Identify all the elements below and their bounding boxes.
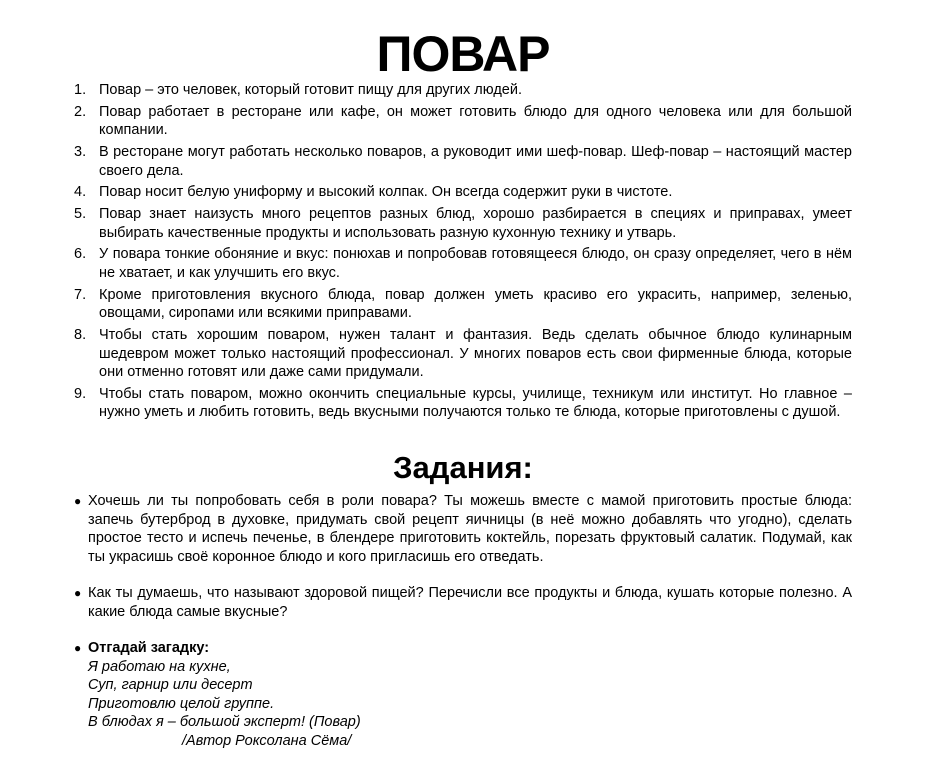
fact-item [74, 245, 852, 282]
fact-number: 7. [74, 286, 87, 303]
riddle-line: Я работаю на кухне, [88, 658, 231, 675]
fact-number: 8. [74, 327, 87, 344]
bullet-icon: ● [74, 586, 82, 600]
fact-text: Повар носит белую униформу и высокий колпак. Он всегда содержит руки в чистоте. [99, 184, 673, 201]
fact-text: Чтобы стать хорошим поваром, нужен талант и фантазия. Ведь сделать обычное блюдо кулинарным шедевром может только настоящий профессионал. У многих поваров есть свои фирменные блюда, которые они отменно готовят или даже сами придумали. [99, 327, 852, 381]
fact-text: Чтобы стать поваром, можно окончить специальные курсы, училище, техникум или институт. Но главное – нужно уметь и любить готовить, ведь вкусными получаются только те блюда, которые приготовлены с душой. [99, 385, 852, 421]
fact-item [74, 81, 852, 100]
fact-item [74, 103, 852, 140]
task-item [74, 584, 852, 621]
fact-number: 9. [74, 385, 87, 402]
facts-list [74, 81, 852, 425]
fact-item [74, 205, 852, 242]
fact-item [74, 326, 852, 382]
task-text: Как ты думаешь, что называют здоровой пищей? Перечисли все продукты и блюда, кушать которые полезно. А какие блюда самые вкусные? [88, 585, 852, 620]
fact-number: 3. [74, 144, 87, 161]
fact-number: 5. [74, 206, 87, 223]
riddle-line: В блюдах я – большой эксперт! (Повар) [88, 714, 361, 730]
riddle-author: /Автор Роксолана Сёма/ [182, 732, 352, 749]
riddle-line: Суп, гарнир или десерт [88, 677, 253, 693]
tasks-list [74, 492, 852, 768]
bullet-icon: ● [74, 494, 82, 508]
fact-text: У повара тонкие обоняние и вкус: понюхав и попробовав готовящееся блюдо, он сразу определяет, чего в нём не хватает, и как улучшить его вкус. [99, 246, 852, 281]
fact-text: Повар – это человек, который готовит пищу для других людей. [99, 82, 522, 98]
fact-text: Повар работает в ресторане или кафе, он может готовить блюдо для одного человека или для большой компании. [99, 103, 852, 139]
riddle-line: Приготовлю целой группе. [88, 695, 275, 712]
fact-item [74, 183, 852, 202]
page-title: ПОВАР [376, 26, 550, 82]
bullet-icon: ● [74, 641, 82, 655]
fact-number: 1. [74, 82, 87, 98]
fact-number: 6. [74, 246, 87, 263]
riddle-heading: Отгадай загадку: [88, 640, 210, 656]
task-item [74, 492, 852, 566]
tasks-heading: Задания: [393, 450, 533, 485]
task-text: Хочешь ли ты попробовать себя в роли повара? Ты можешь вместе с мамой приготовить простые блюда: запечь бутерброд в духовке, придумать свой рецепт яичницы (в неё можно добавлять что угодно), сделать простое тесто и испечь печенье, в блендере приготовить коктейль, порезать фруктовый салатик. Подумай, как ты украсишь своё коронное блюдо и кого пригласишь его отведать. [88, 493, 852, 565]
fact-number: 2. [74, 103, 87, 120]
fact-text: Повар знает наизусть много рецептов разных блюд, хорошо разбирается в специях и приправах, умеет выбирать качественные продукты и использовать разную кухонную технику и утварь. [99, 206, 852, 241]
fact-text: Кроме приготовления вкусного блюда, повар должен уметь красиво его украсить, например, зеленью, овощами, сиропами или всякими приправами. [99, 286, 852, 322]
fact-item [74, 286, 852, 323]
fact-item [74, 385, 852, 422]
riddle-item [74, 639, 852, 750]
fact-text: В ресторане могут работать несколько поваров, а руководит ими шеф-повар. Шеф-повар – настоящий мастер своего дела. [99, 144, 852, 179]
fact-number: 4. [74, 184, 87, 201]
fact-item [74, 143, 852, 180]
